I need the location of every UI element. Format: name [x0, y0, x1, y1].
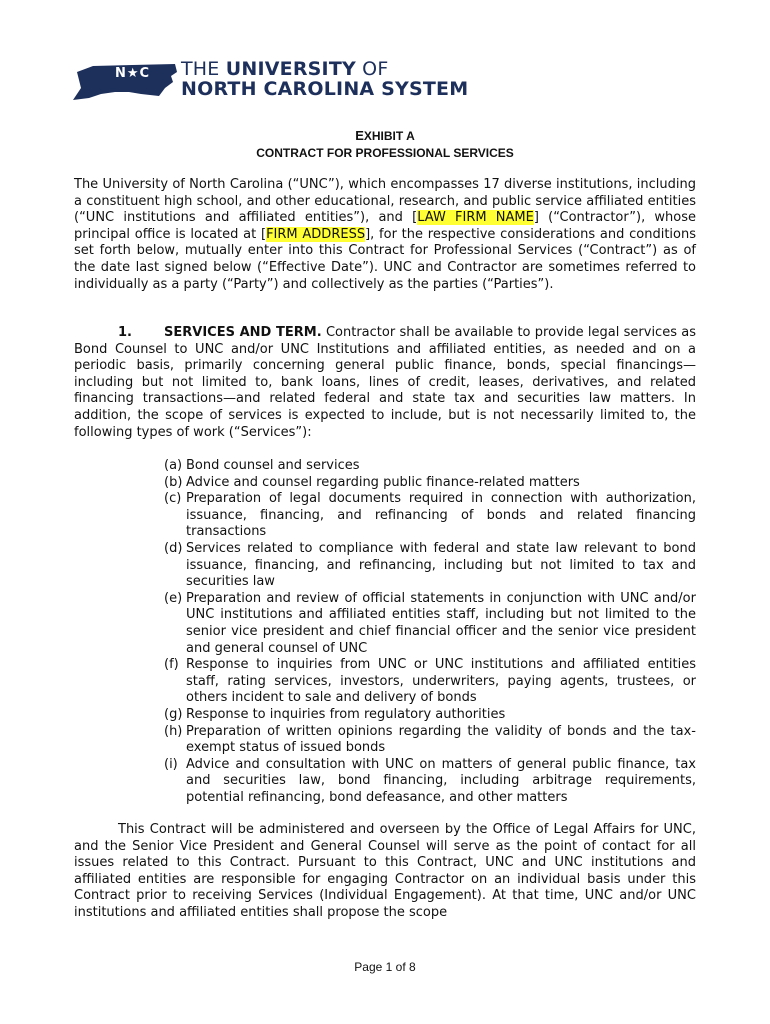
- exhibit-rest: XHIBIT A: [363, 129, 415, 143]
- list-marker: (d): [164, 540, 183, 556]
- list-item: [164, 458, 696, 475]
- unc-system-logo: [71, 58, 491, 104]
- logo-line1-bold: UNIVERSITY: [225, 58, 356, 80]
- list-item: [164, 541, 696, 591]
- list-marker: (a): [164, 458, 183, 473]
- logo-line-1: [181, 58, 388, 80]
- intro-text-3: ], for the respective considerations and conditions set forth below, mutually enter into this Contract for Professional Services (“Contract”) as of the date last signed below (“Effective Date”). UNC and Contractor are sometimes referred to individually as a party (“Party”) and collectively as the parties (“Parties”).: [74, 226, 697, 292]
- exhibit-title: [0, 128, 770, 143]
- list-marker: (h): [164, 723, 183, 739]
- list-marker: (f): [164, 657, 179, 673]
- services-list: [164, 458, 696, 806]
- list-item-text: Response to inquiries from regulatory authorities: [186, 706, 506, 722]
- list-item-text: Services related to compliance with federal and state law relevant to bond issuance, financing, and refinancing, including but not limited to tax and securities law: [186, 540, 696, 590]
- section-body: Contractor shall be available to provide legal services as Bond Counsel to UNC and/or UNC Institutions and affiliated entities, as needed and on a periodic basis, primarily concerning general public finance, bonds, special financings—including but not limited to, bank loans, lines of credit, leases, derivatives, and related financing transactions—and related federal and state tax and securities law matters. In addition, the scope of services is expected to include, but is not necessarily limited to, the following types of work (“Services”):: [74, 325, 696, 440]
- list-item-text: Advice and counsel regarding public finance-related matters: [186, 474, 580, 490]
- page-number: Page 1 of 8: [354, 960, 416, 974]
- intro-text-2: ] (“Contractor”), whose principal office is located at [: [74, 210, 697, 242]
- list-item-text: Response to inquiries from UNC or UNC institutions and affiliated entities staff, rating services, investors, underwriters, paying agents, trustees, or others incident to sale and delivery of bonds: [186, 657, 696, 706]
- list-marker: (b): [164, 474, 183, 490]
- section-number: 1.: [118, 325, 132, 340]
- intro-text-1: The University of North Carolina (“UNC”), which encompasses 17 diverse institutions, including a constituent high school, and other educational, research, and public service affiliated entities (“UNC institutions and affiliated entities”), and [: [74, 177, 696, 226]
- administration-paragraph: This Contract will be administered and overseen by the Office of Legal Affairs for UNC, and the Senior Vice President and General Counsel will serve as the point of contact for all issues related to this Contract. Pursuant to this Contract, UNC and UNC institutions and affiliated entities are responsible for engaging Contractor on an individual basis under this Contract prior to receiving Services (Individual Engagement). At that time, UNC and/or UNC institutions and affiliated entities shall propose the scope: [74, 822, 696, 920]
- services-paragraph: [74, 325, 696, 441]
- firm-address-placeholder: FIRM ADDRESS: [266, 226, 366, 242]
- list-item: [164, 757, 696, 807]
- list-item-text: Preparation of legal documents required in connection with authorization, issuance, financing, and refinancing of bonds and related financing transactions: [186, 491, 696, 540]
- logo-line1-suffix: OF: [355, 58, 389, 80]
- list-marker: (c): [164, 491, 182, 507]
- list-marker: (e): [164, 590, 183, 606]
- logo-line1-prefix: THE: [181, 58, 226, 80]
- list-item-text: Preparation and review of official statements in conjunction with UNC and/or UNC institutions and affiliated entities staff, including but not limited to the senior vice president and chief financial officer and the senior vice president and general counsel of UNC: [186, 590, 696, 656]
- list-item-text: Preparation of written opinions regarding the validity of bonds and the tax-exempt status of issued bonds: [186, 723, 696, 756]
- section-heading: SERVICES AND TERM.: [164, 325, 322, 340]
- contract-title: CONTRACT FOR PROFESSIONAL SERVICES: [256, 146, 514, 160]
- list-item: [164, 724, 696, 757]
- intro-paragraph: [74, 177, 696, 293]
- exhibit-initial: E: [355, 128, 364, 143]
- list-item-text: Advice and consultation with UNC on matters of general public finance, tax and securities law, bond financing, including arbitrage requirements, potential refinancing, bond defeasance, and other matters: [186, 756, 696, 805]
- firm-name-placeholder: LAW FIRM NAME: [417, 210, 534, 226]
- logo-emblem-text: N★C: [115, 66, 151, 81]
- list-marker: (g): [164, 706, 183, 722]
- list-item: [164, 657, 696, 707]
- list-item: [164, 491, 696, 541]
- list-item: [164, 707, 696, 724]
- list-item: [164, 475, 696, 492]
- list-item-text: Bond counsel and services: [186, 458, 360, 473]
- logo-line-2: NORTH CAROLINA SYSTEM: [181, 78, 469, 100]
- list-item: [164, 591, 696, 657]
- list-marker: (i): [164, 756, 178, 772]
